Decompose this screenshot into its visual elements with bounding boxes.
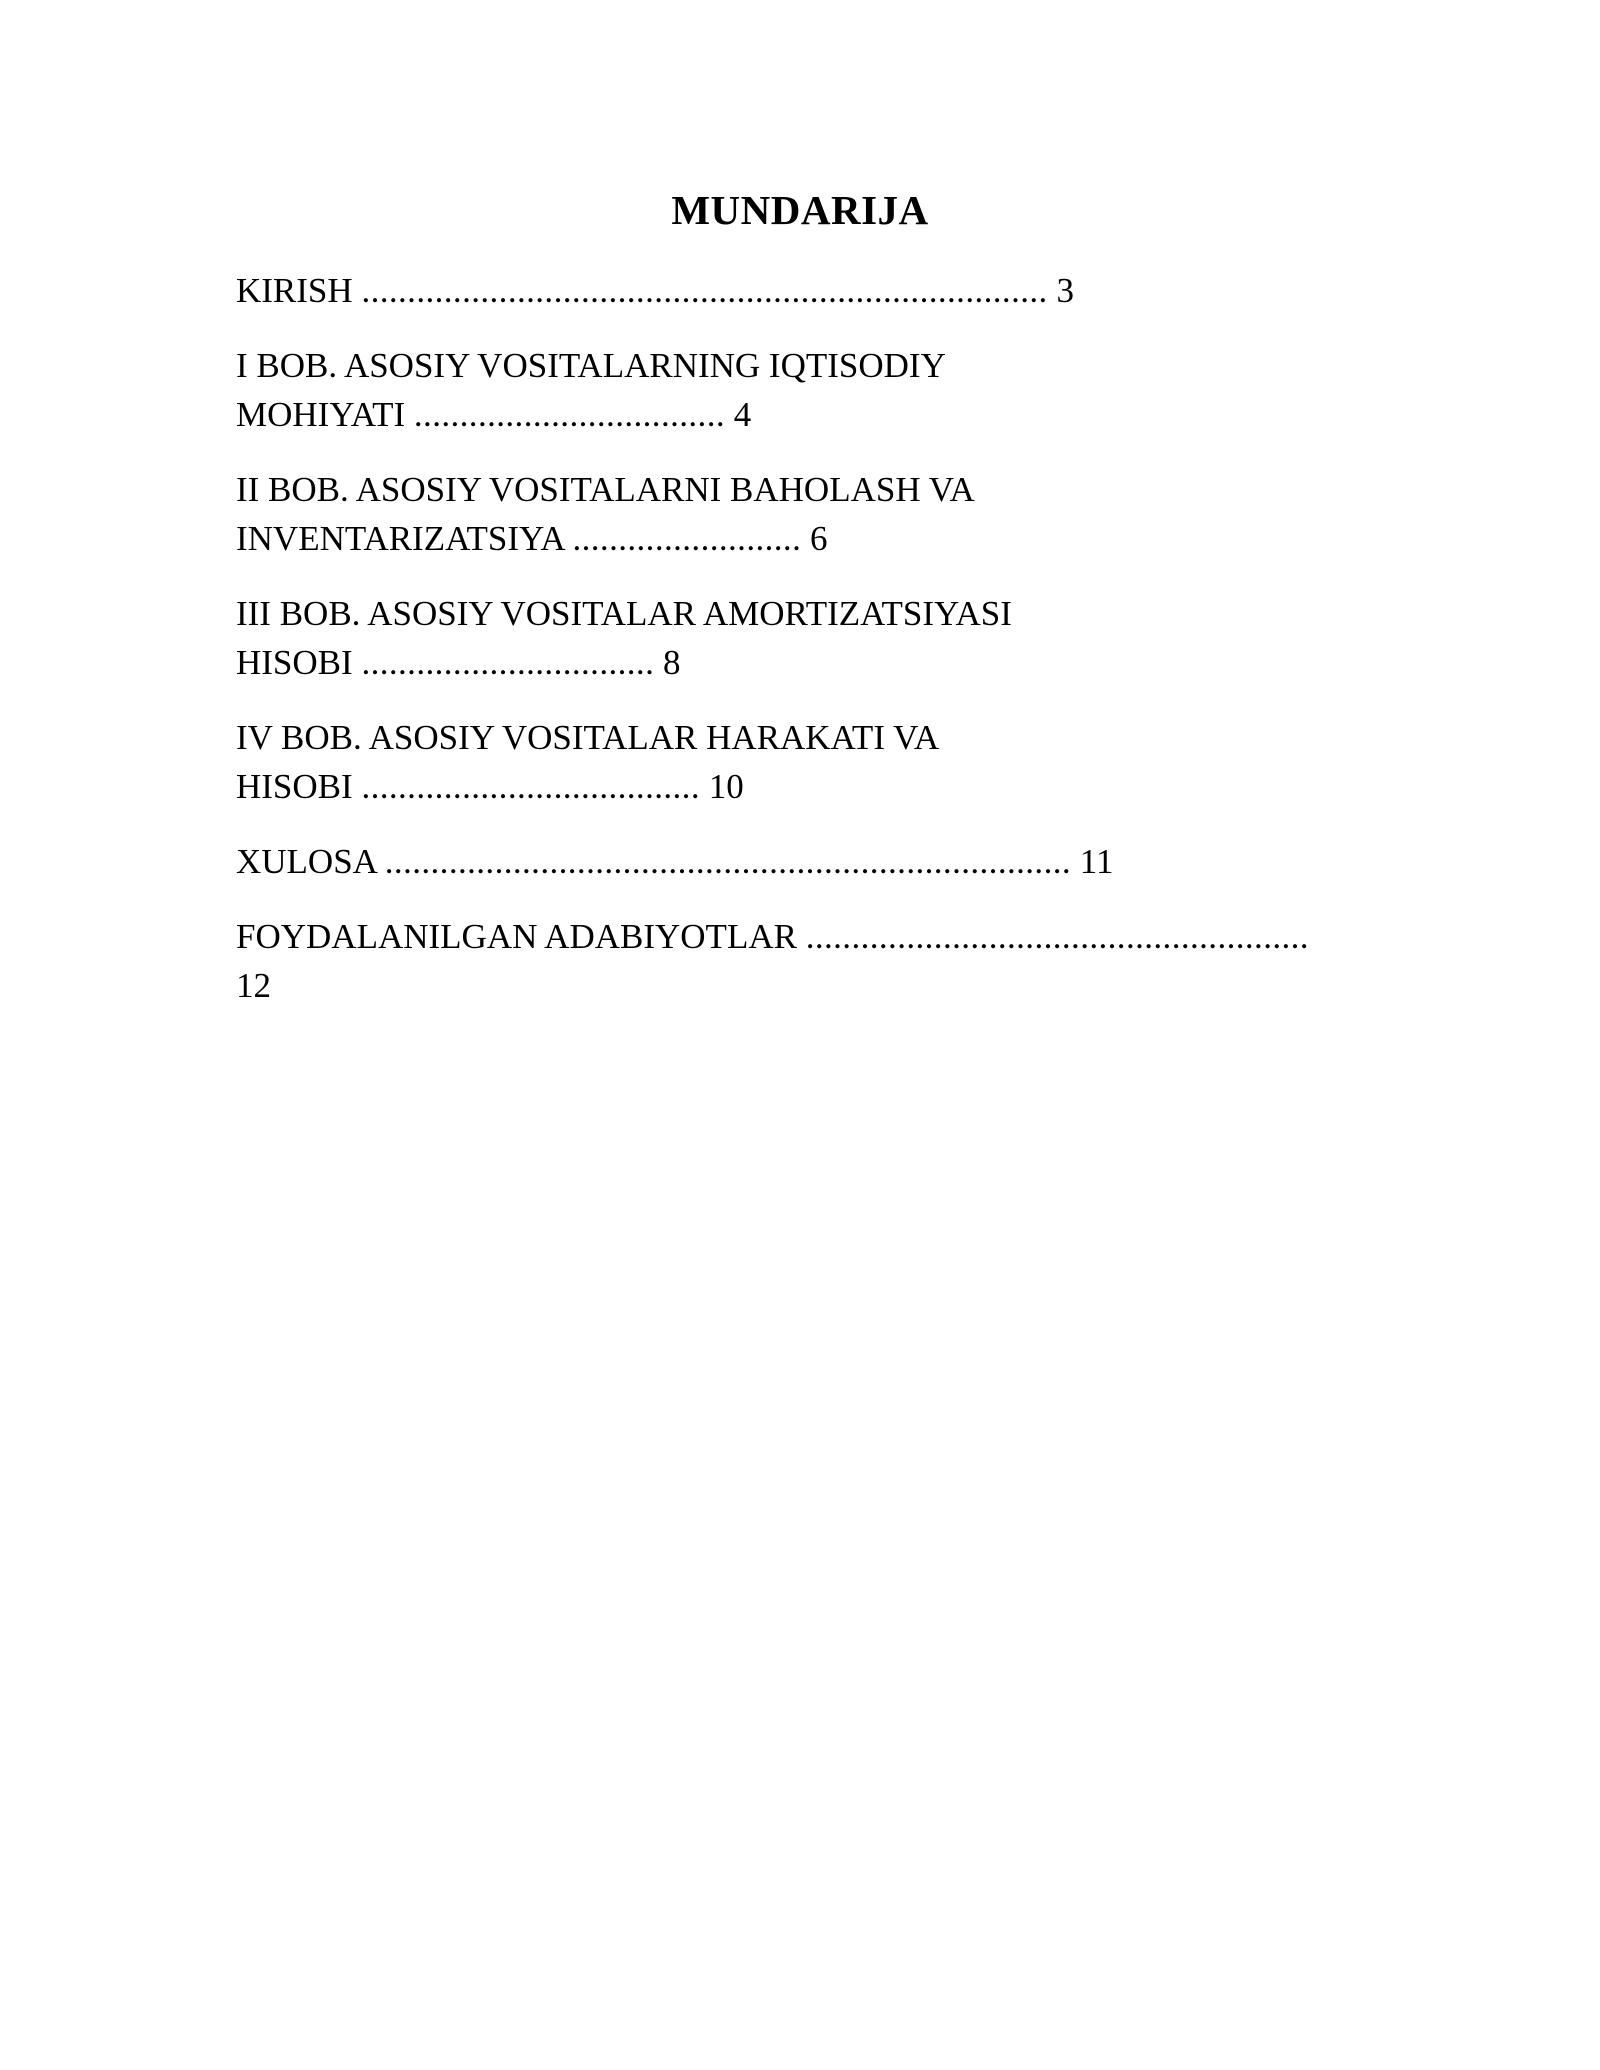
toc-entry-line bbox=[236, 837, 1366, 886]
toc-entry-line bbox=[236, 266, 1366, 315]
toc-entry-chapter-4[interactable] bbox=[236, 713, 1366, 811]
toc-dot-leader: ................................ bbox=[361, 643, 655, 682]
toc-entry-line bbox=[236, 514, 1366, 563]
toc-dot-leader: .................................. bbox=[413, 395, 726, 434]
toc-entry-line: II BOB. ASOSIY VOSITALARNI BAHOLASH VA bbox=[236, 470, 975, 509]
toc-entry-kirish[interactable] bbox=[236, 266, 1366, 315]
toc-entry-line bbox=[236, 390, 1366, 439]
toc-entry-label: HISOBI bbox=[236, 767, 353, 806]
toc-entry-chapter-2[interactable] bbox=[236, 465, 1366, 563]
toc-dot-leader: ........................................................................... bbox=[361, 271, 1048, 310]
toc-entry-label: INVENTARIZATSIYA bbox=[236, 519, 564, 558]
toc-page-number: 10 bbox=[708, 767, 744, 806]
toc-dot-leader: ..................................... bbox=[361, 767, 700, 806]
toc-page-number: 12 bbox=[236, 966, 271, 1005]
toc-dot-leader: ....................................................... bbox=[805, 917, 1309, 956]
toc-entry-chapter-3[interactable] bbox=[236, 589, 1366, 687]
toc-page-number: 3 bbox=[1056, 271, 1074, 310]
toc-entry-line: I BOB. ASOSIY VOSITALARNING IQTISODIY bbox=[236, 346, 946, 385]
toc-entry-line bbox=[236, 638, 1366, 687]
toc-entry-line: III BOB. ASOSIY VOSITALAR AMORTIZATSIYASI bbox=[236, 594, 1012, 633]
toc-entry-label: FOYDALANILGAN ADABIYOTLAR bbox=[236, 917, 797, 956]
toc-dot-leader: ......................... bbox=[572, 519, 802, 558]
toc-entry-xulosa[interactable] bbox=[236, 837, 1366, 886]
document-title: MUNDARIJA bbox=[671, 187, 929, 233]
toc-entry-line: IV BOB. ASOSIY VOSITALAR HARAKATI VA bbox=[236, 718, 940, 757]
toc-entry-label: HISOBI bbox=[236, 643, 353, 682]
toc-entry-label: KIRISH bbox=[236, 271, 353, 310]
toc-entry-chapter-1[interactable] bbox=[236, 341, 1366, 439]
toc-page-number: 6 bbox=[809, 519, 828, 558]
toc-entry-label: XULOSA bbox=[236, 842, 377, 881]
table-of-contents bbox=[236, 266, 1366, 1036]
toc-page-number: 4 bbox=[733, 395, 752, 434]
toc-entry-line bbox=[236, 912, 1366, 961]
toc-page-number: 11 bbox=[1079, 842, 1114, 881]
toc-entry-line bbox=[236, 762, 1366, 811]
toc-dot-leader: ........................................................................... bbox=[384, 842, 1072, 881]
toc-entry-adabiyotlar[interactable] bbox=[236, 912, 1366, 1010]
toc-entry-line bbox=[236, 961, 1366, 1010]
toc-page-number: 8 bbox=[663, 643, 681, 682]
toc-entry-label: MOHIYATI bbox=[236, 395, 406, 434]
